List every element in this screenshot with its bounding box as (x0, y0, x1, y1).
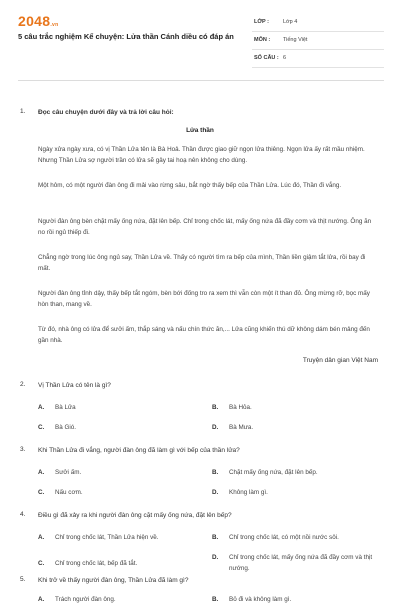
option-text: Nấu cơm. (55, 489, 83, 496)
option-letter: B. (212, 469, 219, 476)
passage-paragraph: Người đàn ông bèn chặt mấy ống nứa, đặt lên bếp. Chỉ trong chốc lát, mấy ống nứa đã đầy cơm và thịt nướng. Ông ăn no rồi ngủ thiếp đi. (38, 218, 372, 236)
option-text: Chỉ trong chốc lát, có một nồi nước sôi. (229, 534, 339, 541)
option-letter: B. (212, 596, 219, 603)
option-letter: A. (38, 596, 45, 603)
meta-value: Tiếng Việt (283, 37, 308, 43)
option-text: Bà Hỏa. (229, 404, 252, 411)
meta-table (252, 14, 384, 68)
passage-paragraph: Một hôm, có một người đàn ông đi mải vào rừng sâu, bắt ngờ thấy bếp của Thần Lửa. Lúc đó, Thần đi vắng. (38, 182, 342, 189)
option-text: Bà Lửa (55, 404, 76, 411)
logo-main: 2048 (18, 13, 51, 29)
option-letter: A. (38, 404, 45, 411)
option-letter: C. (38, 560, 45, 567)
meta-row-subject (252, 32, 384, 50)
option-letter: A. (38, 469, 45, 476)
passage-paragraph: Từ đó, nhà ông có lửa để sưởi ấm, thắp sáng và nấu chín thức ăn,... Lửa cũng khiến thú dữ không dám bén mảng đến gần nhà. (38, 326, 370, 344)
passage-paragraph: Người đàn ông tỉnh dậy, thấy bếp tắt ngóm, bèn bới đống tro ra xem thì vẫn còn một ít than đỏ. Ông mừng rỡ, bọc mấy hòn than, mang về. (38, 290, 370, 308)
question-number: 1. (20, 108, 26, 115)
option-text: Không làm gì. (229, 489, 268, 496)
option-letter: D. (212, 554, 219, 561)
option-text: Sưởi ấm. (55, 469, 82, 476)
meta-value: 6 (283, 55, 287, 61)
option-letter: B. (212, 534, 219, 541)
meta-key: MÔN : (254, 37, 271, 43)
meta-value: Lớp 4 (283, 19, 298, 25)
option-letter: C. (38, 489, 45, 496)
page-title: 5 câu trắc nghiệm Kể chuyện: Lửa thần Cánh diều có đáp án (18, 32, 234, 41)
option-letter: D. (212, 424, 219, 431)
option-text: Chỉ trong chốc lát, Thần Lửa hiện về. (55, 534, 159, 541)
meta-row-count (252, 50, 384, 68)
question-number: 4. (20, 511, 26, 518)
passage-paragraph: Chẳng ngờ trong lúc ông ngủ say, Thần Lửa về. Thấy có người tìm ra bếp của mình, Thần liền giậm tắt lửa, rồi bay đi mất. (38, 254, 366, 272)
option-letter: A. (38, 534, 45, 541)
option-text: Chỉ trong chốc lát, bếp đã tắt. (55, 560, 138, 567)
logo-suffix: .vn (50, 22, 59, 28)
question-text: Khi trở về thấy người đàn ông, Thần Lửa đã làm gì? (38, 577, 189, 584)
option-text: Bà Mưa. (229, 424, 254, 431)
passage-title: Lửa thần (186, 127, 214, 134)
question-number: 5. (20, 576, 26, 583)
passage-paragraph: Ngày xửa ngày xưa, có vị Thần Lửa tên là Bà Hoả. Thần được giao giữ ngọn lửa thiêng. Ngọn lửa ấy rất mầu nhiệm. Nhưng Thần Lửa sợ người trần có lửa sẽ gây tai hoạ nên không cho dùng. (38, 146, 365, 164)
meta-key: LỚP : (254, 19, 269, 25)
header-divider (18, 80, 384, 81)
option-letter: D. (212, 489, 219, 496)
question-number: 2. (20, 381, 26, 388)
meta-row-class (252, 14, 384, 32)
option-letter: B. (212, 404, 219, 411)
question-text: Đọc câu chuyện dưới đây và trả lời câu hỏi: (38, 109, 174, 116)
question-text: Điều gì đã xảy ra khi người đàn ông cặt mấy ống nứa, đặt lên bếp? (38, 512, 232, 519)
question-text: Khi Thần Lửa đi vắng, người đàn ông đã làm gì với bếp của thần lửa? (38, 447, 240, 454)
option-text: Bà Gió. (55, 424, 76, 431)
option-text: Chặt mấy ống nứa, đặt lên bếp. (229, 469, 318, 476)
option-text: Bỏ đi và không làm gì. (229, 596, 292, 603)
option-letter: C. (38, 424, 45, 431)
option-text: Chỉ trong chốc lát, mấy ống nứa đã đầy cơm và thịt nướng. (229, 554, 373, 572)
meta-key: SỐ CÂU : (254, 55, 279, 61)
passage-source: Truyện dân gian Việt Nam (302, 357, 378, 364)
question-number: 3. (20, 446, 26, 453)
question-text: Vị Thần Lửa có tên là gì? (38, 382, 111, 389)
header (0, 0, 400, 82)
option-text: Trách người đàn ông. (55, 596, 116, 603)
site-logo[interactable] (18, 13, 58, 29)
